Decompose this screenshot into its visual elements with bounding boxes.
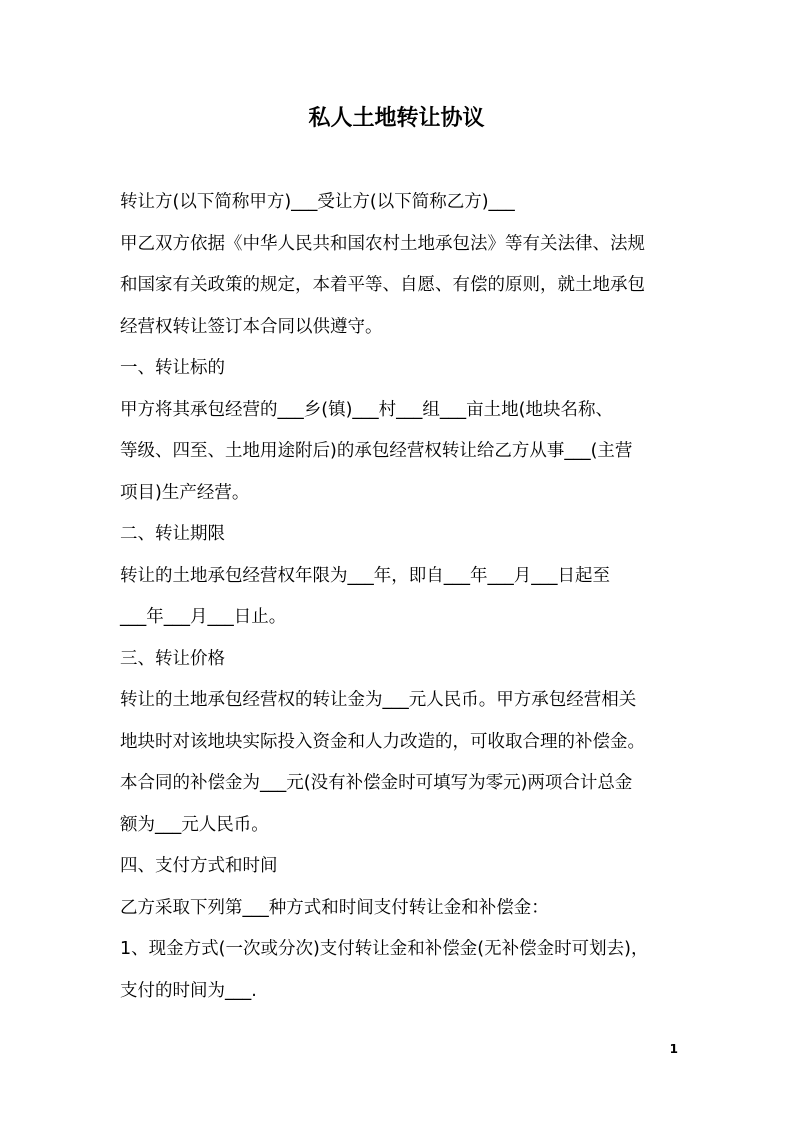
body-line: ___年___月___日止。 bbox=[120, 607, 287, 627]
section-heading: 一、转让标的 bbox=[120, 358, 225, 378]
body-line: 地块时对该地块实际投入资金和人力改造的，可收取合理的补偿金。 bbox=[120, 731, 645, 752]
document-title: 私人土地转让协议 bbox=[308, 106, 485, 131]
body-line: 本合同的补偿金为___元(没有补偿金时可填写为零元)两项合计总金 bbox=[120, 773, 633, 793]
body-line: 等级、四至、土地用途附后)的承包经营权转让给乙方从事___(主营 bbox=[120, 441, 633, 461]
body-line: 和国家有关政策的规定，本着平等、自愿、有偿的原则，就土地承包 bbox=[120, 275, 645, 295]
page-number: 1 bbox=[669, 1042, 678, 1056]
body-line: 转让方(以下简称甲方)___受让方(以下简称乙方)___ bbox=[120, 192, 515, 212]
body-line: 项目)生产经营。 bbox=[120, 482, 250, 503]
body-line: 1、现金方式(一次或分次)支付转让金和补偿金(无补偿金时可划去)， bbox=[120, 939, 649, 959]
body-line: 转让的土地承包经营权年限为___年，即自___年___月___日起至 bbox=[120, 565, 610, 586]
body-line: 甲方将其承包经营的___乡(镇)___村___组___亩土地(地块名称、 bbox=[120, 399, 613, 420]
body-line: 转让的土地承包经营权的转让金为___元人民币。甲方承包经营相关 bbox=[120, 690, 637, 710]
body-line: 甲乙双方依据《中华人民共和国农村土地承包法》等有关法律、法规 bbox=[120, 233, 645, 254]
section-heading: 二、转让期限 bbox=[120, 524, 225, 544]
body-line: 额为___元人民币。 bbox=[120, 814, 269, 835]
body-line: 支付的时间为___. bbox=[120, 980, 257, 1001]
section-heading: 四、支付方式和时间 bbox=[120, 856, 278, 876]
document-body bbox=[120, 182, 676, 1012]
section-heading: 三、转让价格 bbox=[120, 648, 225, 669]
body-line: 经营权转让签订本合同以供遵守。 bbox=[120, 316, 383, 337]
body-line: 乙方采取下列第___种方式和时间支付转让金和补偿金： bbox=[120, 897, 549, 918]
